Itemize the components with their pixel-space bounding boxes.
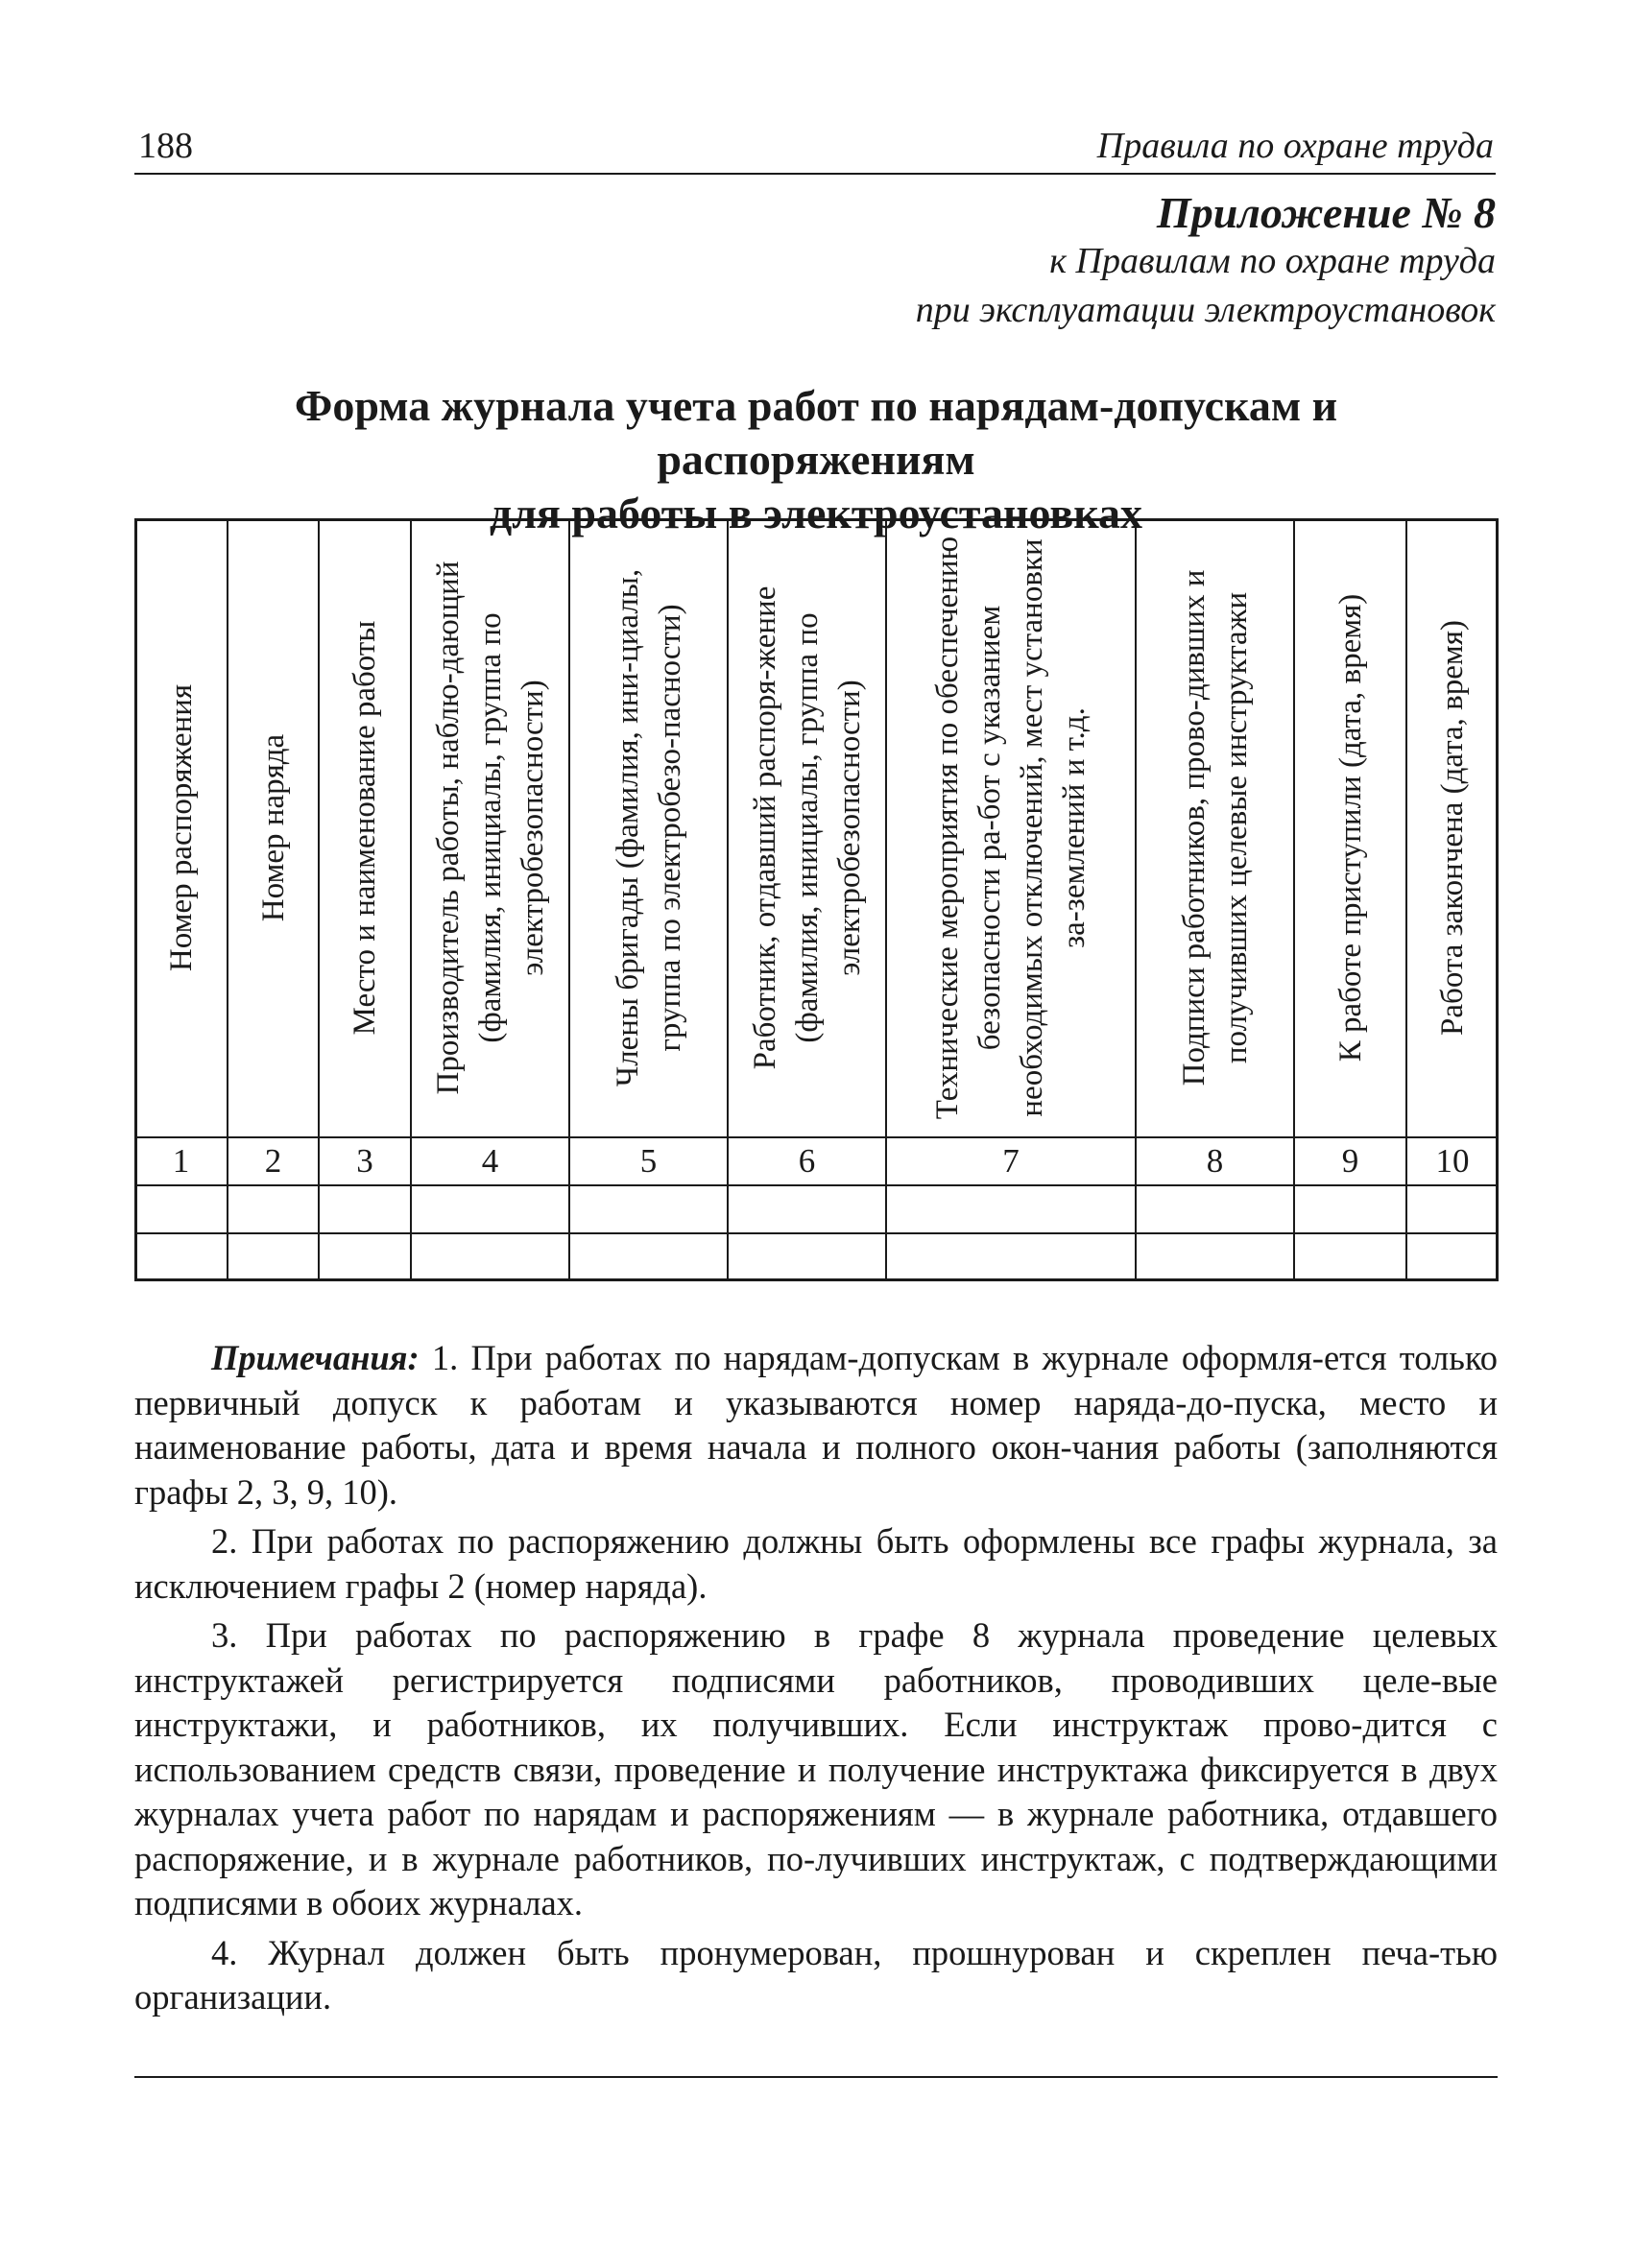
column-number-5: 5 bbox=[639, 1142, 658, 1180]
column-header-4 bbox=[411, 518, 569, 1137]
column-header-text: Члены бригады (фамилия, ини-циалы, группа по электробезо-пасности) bbox=[610, 568, 687, 1087]
note-1-text: 1. При работах по нарядам-допускам в журнале оформля-ется только первичный допуск к работам и указываются номер наряда-до-пуска, место и наименование работы, дата и время начала и полного окон-чания работы (заполняются графы 2, 3, 9, 10). bbox=[134, 1338, 1499, 1512]
appendix-block bbox=[916, 188, 1496, 335]
form-title-line-2: для работы в электроустановках bbox=[489, 489, 1143, 537]
column-number-9: 9 bbox=[1341, 1142, 1359, 1180]
note-4: 4. Журнал должен быть пронумерован, прошнурован и скреплен печа-тью организации. bbox=[134, 1932, 1498, 2017]
column-header-text: К работе приступили (дата, время) bbox=[1332, 593, 1368, 1062]
column-header-text: Подписи работников, прово-дивших и получивших целевые инструктажи bbox=[1176, 569, 1254, 1086]
column-header-text: Номер распоряжения bbox=[163, 683, 199, 972]
bottom-rule bbox=[134, 2076, 1498, 2078]
column-number-4: 4 bbox=[481, 1142, 499, 1180]
appendix-line-2: при эксплуатации электроустановок bbox=[915, 290, 1496, 330]
column-header-text: Работа закончена (дата, время) bbox=[1435, 620, 1470, 1036]
appendix-line-1: к Правилам по охране труда bbox=[1049, 241, 1496, 281]
column-number-6: 6 bbox=[798, 1142, 816, 1180]
column-number-1: 1 bbox=[172, 1142, 190, 1180]
running-title: Правила по охране труда bbox=[1096, 126, 1494, 166]
column-header-10 bbox=[1406, 518, 1499, 1137]
column-number-3: 3 bbox=[356, 1142, 373, 1180]
page-number: 188 bbox=[138, 126, 193, 166]
column-header-7 bbox=[886, 518, 1136, 1137]
running-header bbox=[134, 123, 1496, 175]
note-2: 2. При работах по распоряжению должны быть оформлены все графы журнала, за исключением графы 2 (номер наряда). bbox=[134, 1521, 1498, 1606]
column-header-5 bbox=[569, 518, 728, 1137]
column-header-text: Место и наименование работы bbox=[348, 620, 382, 1036]
column-number-8: 8 bbox=[1206, 1142, 1224, 1180]
column-header-text: Номер наряда bbox=[255, 733, 291, 922]
journal-table bbox=[134, 518, 1499, 1281]
notes-section bbox=[134, 1336, 1498, 2025]
column-number-2: 2 bbox=[264, 1142, 282, 1180]
column-number-7: 7 bbox=[1002, 1142, 1020, 1180]
column-header-text: Работник, отдавший распоря-жение (фамилия, инициалы, группа по электробезопасности) bbox=[747, 585, 867, 1070]
column-header-9 bbox=[1294, 518, 1406, 1137]
note-3: 3. При работах по распоряжению в графе 8 журнала проведение целевых инструктажей регистрируется подписями работников, проводивших целе-вые инструктажи, и работников, их получивших. Если инструктаж прово-дится с использованием средств связи, проведение и получение инструктажа фиксируется в двух журналах учета работ по нарядам и распоряжениям — в журнале работника, отдавшего распоряжение, и в журнале работников, по-лучивших инструктаж, с подтверждающими подписями в обоих журналах. bbox=[134, 1615, 1498, 1922]
column-number-10: 10 bbox=[1435, 1142, 1470, 1180]
appendix-title: Приложение № 8 bbox=[1156, 188, 1496, 237]
form-title-line-1: Форма журнала учета работ по нарядам-допускам и распоряжениям bbox=[294, 381, 1338, 484]
column-header-8 bbox=[1136, 518, 1294, 1137]
column-header-3 bbox=[319, 518, 411, 1137]
column-header-text: Производитель работы, наблю-дающий (фамилия, инициалы, группа по электробезопасности) bbox=[430, 561, 550, 1095]
column-header-6 bbox=[728, 518, 886, 1137]
column-header-text: Технические мероприятия по обеспечению безопасности ра-бот с указанием необходимых отключений, мест установки за-землений и т.д. bbox=[930, 536, 1092, 1120]
notes-lead: Примечания: bbox=[211, 1338, 420, 1377]
form-title bbox=[134, 379, 1498, 540]
column-header-1 bbox=[134, 518, 228, 1137]
column-header-2 bbox=[228, 518, 319, 1137]
note-1 bbox=[134, 1336, 1498, 1515]
